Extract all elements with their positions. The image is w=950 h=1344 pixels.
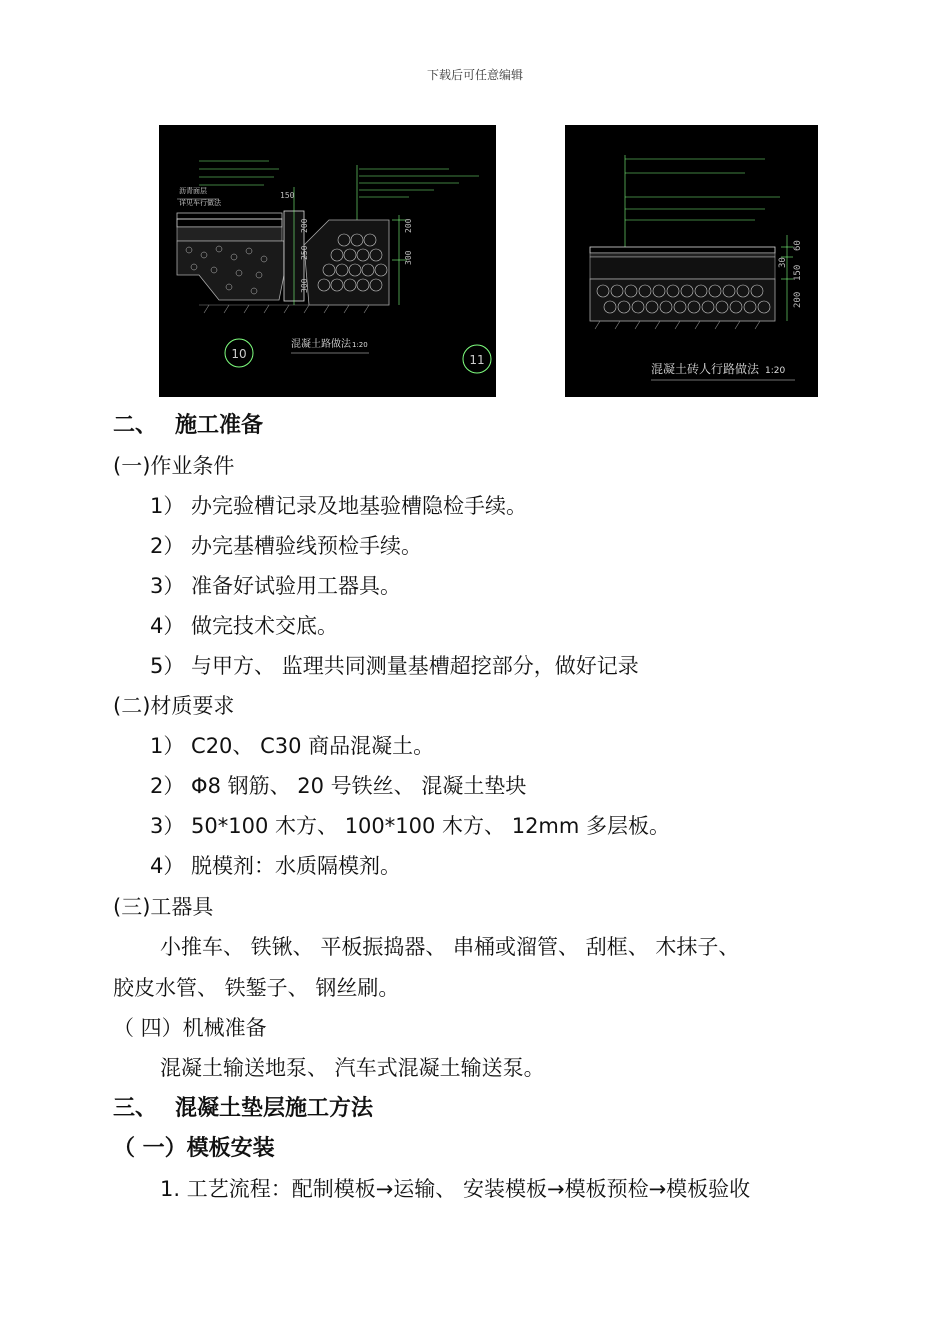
subsection-heading: (三)工器具 — [113, 895, 214, 919]
section-number: 三、 — [113, 1096, 158, 1121]
dim-label: 30 — [778, 257, 788, 268]
list-item: 5） 与甲方、 监理共同测量基槽超挖部分，做好记录 — [150, 654, 639, 678]
figure-scale: 1:20 — [352, 341, 368, 349]
list-item: 4） 脱模剂：水质隔模剂。 — [150, 854, 402, 878]
dim-label: 200 — [300, 218, 309, 233]
annotation-label: 详见车行做法 — [179, 199, 221, 207]
subsection-heading: （ 一）模板安装 — [113, 1136, 275, 1161]
section-heading — [113, 1097, 373, 1121]
dim-label: 250 — [300, 245, 309, 260]
dim-label: 60 — [793, 240, 803, 251]
dim-label: 300 — [300, 278, 309, 293]
dim-label: 200 — [404, 218, 413, 233]
annotation-label: 沥青面层 — [179, 187, 207, 195]
paragraph-line: 混凝土输送地泵、 汽车式混凝土输送泵。 — [160, 1056, 545, 1080]
subsection-heading: (一)作业条件 — [113, 454, 235, 478]
list-item: 1） C20、 C30 商品混凝土。 — [150, 734, 435, 758]
subsection-heading: (二)材质要求 — [113, 694, 235, 718]
section-title: 混凝土垫层施工方法 — [175, 1096, 374, 1121]
dim-label: 300 — [404, 250, 413, 265]
cad-figure-concrete-road — [159, 125, 496, 397]
detail-marker-10: 10 — [231, 347, 247, 361]
section-number: 二、 — [113, 413, 158, 438]
list-item: 3） 准备好试验用工器具。 — [150, 574, 402, 598]
list-item: 1） 办完验槽记录及地基验槽隐检手续。 — [150, 494, 528, 518]
cad-drawing-right — [565, 125, 818, 397]
cad-figure-brick-sidewalk — [565, 125, 818, 397]
figure-title: 混凝土路做法 — [291, 339, 351, 350]
figure-scale: 1:20 — [765, 366, 786, 376]
dim-label: 150 — [280, 191, 295, 200]
paragraph-line: 胶皮水管、 铁錾子、 钢丝刷。 — [113, 976, 400, 1000]
dim-label: 150 — [793, 264, 803, 281]
paragraph-line: 1. 工艺流程：配制模板→运输、 安装模板→模板预检→模板验收 — [160, 1177, 751, 1201]
paragraph-line: 小推车、 铁锹、 平板振捣器、 串桶或溜管、 刮框、 木抹子、 — [160, 935, 740, 959]
subsection-heading: （ 四）机械准备 — [113, 1016, 267, 1040]
detail-marker-11: 11 — [469, 353, 485, 367]
list-item: 2） 办完基槽验线预检手续。 — [150, 534, 423, 558]
list-item: 2） Φ8 钢筋、 20 号铁丝、 混凝土垫块 — [150, 774, 527, 798]
figure-title: 混凝土砖人行路做法 — [651, 362, 760, 376]
list-item: 4） 做完技术交底。 — [150, 614, 339, 638]
list-item: 3） 50*100 木方、 100*100 木方、 12mm 多层板。 — [150, 814, 671, 838]
section-heading — [113, 414, 263, 438]
dim-label: 200 — [793, 291, 803, 308]
page-header: 下载后可任意编辑 — [426, 68, 523, 82]
cad-drawing-left — [159, 125, 496, 397]
section-title: 施工准备 — [175, 413, 264, 438]
